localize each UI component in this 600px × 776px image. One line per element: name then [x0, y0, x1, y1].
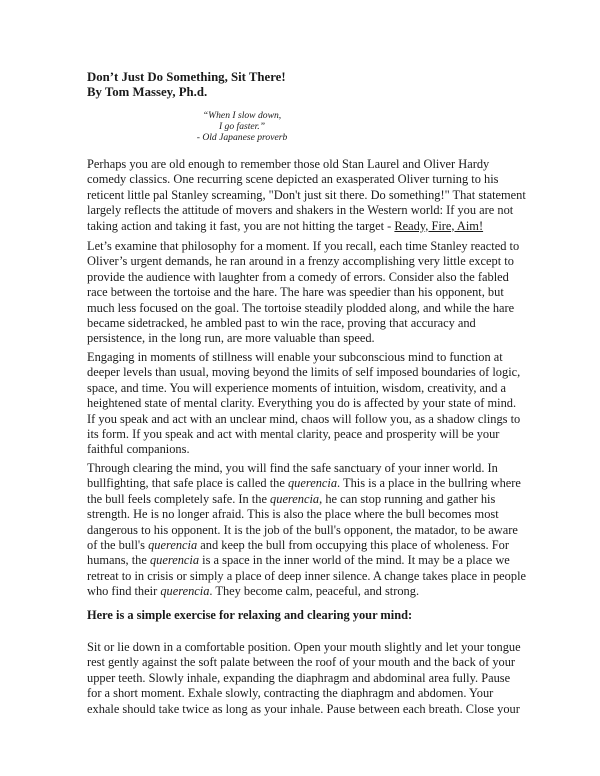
epigraph	[167, 110, 317, 143]
paragraph-text: . This is a place in the bullring where the bull feels completely safe. In the	[87, 476, 521, 506]
paragraph-text: Through clearing the mind, you will find the safe sanctuary of your inner world. In bullfighting, that safe place is called the	[87, 461, 498, 491]
paragraph-laurel-hardy	[87, 157, 527, 234]
epigraph-attribution: - Old Japanese proverb	[196, 132, 288, 143]
querencia-term: querencia	[270, 491, 320, 506]
paragraph-text: . They become calm, peaceful, and strong.	[209, 584, 420, 599]
exercise-heading: Here is a simple exercise for relaxing and clearing your mind:	[87, 608, 413, 622]
querencia-term: querencia	[287, 476, 338, 491]
paragraph-text: , he can stop running and gather his strength. He is no longer afraid. This is also the place where the bull becomes most dangerous to his opponent. It is the job of the bull's opponent, the matador, to be aware of the bull's	[87, 491, 518, 553]
querencia-term: querencia	[148, 538, 198, 553]
paragraph-text: and keep the bull from occupying this place of wholeness. For humans, the	[87, 538, 509, 568]
paragraph-exercise: Sit or lie down in a comfortable position. Open your mouth slightly and let your tongue rest gently against the soft palate between the roof of your mouth and the back of your upper teeth. Slowly inhale, expanding the diaphragm and abdominal area fully. Pause for a short moment. Exhale slowly, contracting the diaphragm and abdomen. Your exhale should take twice as long as your inhale. Pause between each breath. Close your	[87, 640, 521, 716]
paragraph-text: Perhaps you are old enough to remember those old Stan Laurel and Oliver Hardy comedy classics. One recurring scene depicted an exasperated Oliver turning to his reticent little pal Stanley screaming, "Don't just sit there. Do something!" That statement largely reflects the attitude of movers and shakers in the Western world: If you are not taking action and taking it fast, you are not hitting the target -	[87, 157, 526, 233]
paragraph-querencia	[87, 461, 527, 600]
author-byline: By Tom Massey, Ph.d.	[87, 85, 208, 99]
ready-fire-aim-text: Ready, Fire, Aim!	[394, 218, 484, 233]
document-header	[87, 70, 527, 100]
paragraph-text: is a space in the inner world of the mind. It may be a place we retreat to in crisis or simply a place of deep inner silence. A change takes place in people who find their	[87, 553, 527, 599]
document-title: Don’t Just Do Something, Sit There!	[87, 70, 286, 84]
epigraph-line: “When I slow down,	[202, 110, 282, 121]
paragraph-stillness: Engaging in moments of stillness will enable your subconscious mind to function at deeper levels than usual, moving beyond the limits of self imposed boundaries of logic, space, and time. You will experience moments of intuition, wisdom, creativity, and a heightened state of mental clarity. Everything you do is affected by your state of mind. If you speak and act with an unclear mind, chaos will follow you, as a shadow clings to its form. If you speak and act with mental clarity, peace and prosperity will be your faithful companions.	[87, 350, 521, 457]
paragraph-tortoise-hare: Let’s examine that philosophy for a moment. If you recall, each time Stanley reacted to Oliver’s urgent demands, he ran around in a frenzy accomplishing very little except to provide the audience with laughter from a comedy of errors. Consider also the fabled race between the tortoise and the hare. The hare was speedier than his opponent, but much less focused on the goal. The tortoise steadily plodded along, and while the hare became sidetracked, he ambled past to win the race, proving that accuracy and persistence, in the long run, are more valuable than speed.	[87, 239, 520, 346]
epigraph-line: I go faster.”	[218, 121, 266, 132]
querencia-term: querencia	[149, 553, 200, 568]
querencia-term: querencia	[160, 584, 210, 599]
